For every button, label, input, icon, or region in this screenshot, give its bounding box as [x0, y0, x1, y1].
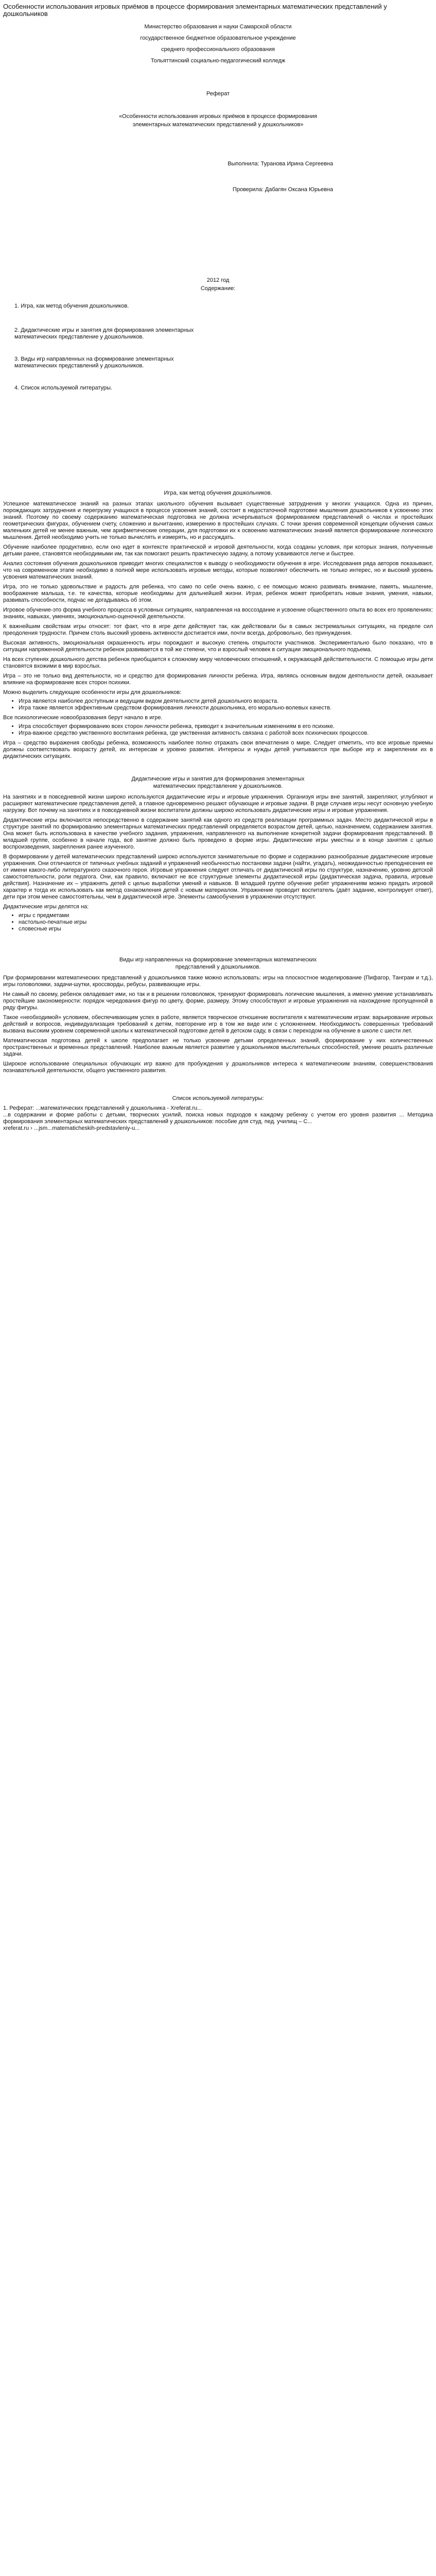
paragraph: На всех ступенях дошкольного детства ребенок приобщается к сложному миру человеческих отношений, к окружающей действительности. С помощью игры дети становятся вхожими в мир взрослых. [3, 656, 433, 669]
list-item: • Игра также является эффективным средством формирования личности дошкольника, его морально-волевых качеств. [19, 705, 436, 711]
list-item: • Игра-важное средство умственного воспитания ребенка, где умственная активность связана с работой всех психических процессов. [19, 730, 436, 737]
paragraph: Анализ состояния обучения дошкольников приводит многих специалистов к выводу о необходимости обучения в игре. Исследования ряда авторов показывают, что на современном этапе необходимо в полной мере использовать игровые методы, которые позволяют обеспечить не только интерес, но и высокий уровень усвоения математических знаний. [3, 561, 433, 580]
section-heading: Дидактические игры и занятия для формирования элементарных [131, 776, 305, 782]
paragraph: Обучение наиболее продуктивно, если оно идет в контексте практической и игровой деятельности, когда созданы условия, при которых знания, полученные детьми ранее, становятся необходимыми им, так как помогают решить практическую задачу, а потому усваиваются легче и быстрее. [3, 544, 433, 557]
references-heading: Список используемой литературы: [172, 1095, 264, 1101]
section-heading: Игра, как метод обучения дошкольников. [164, 490, 272, 496]
toc-item: 3. Виды игр направленных на формирование элементарных математических представлений у дошкольников. [14, 356, 174, 369]
paragraph: Игра, это не только удовольствие и радость для ребенка, что само по себе очень важно, с ее помощью можно развивать внимание, память, мышление, воображение малыша, т.е. те качества, которые необходимы для дальнейшей жизни. Играя, ребенок может приобретать новые знания, умения, навыки, развивать способности, подчас не догадываясь об этом. [3, 584, 433, 603]
college-line: Тольяттинский социально-педагогический колледж [150, 58, 286, 64]
paragraph: Можно выделить следующие особенности игры для дошкольников: [3, 689, 182, 696]
author-line: Выполнила: Туранова Ирина Сергеевна [228, 161, 333, 167]
paragraph: При формировании математических представлений у дошкольников также можно использовать: игры на плоскостное моделирование (Пифагор, Танграм и т.д.), игры головоломки, задачи-шутки, кроссворды, ребусы, развивающие игры. [3, 975, 433, 988]
paragraph: Высокая активность, эмоциональная окрашенность игры порождают и высокую степень открытости участников. Экспериментально было показано, что в ситуации напряженной деятельности ребенок развивается в той же степени, что и взрослый человек в ситуации эмоционального подъема. [3, 640, 433, 653]
toc-item: 2. Дидактические игры и занятия для формирования элементарных математических представление у дошкольников. [14, 327, 194, 340]
bullet-list [19, 723, 436, 737]
toc-item: 1. Игра, как метод обучения дошкольников. [14, 303, 129, 309]
ministry-line: Министерство образования и науки Самарской области [144, 24, 292, 30]
reference-link[interactable]: xreferat.ru › ...jsm...matematicheskih-predstavleniy-u... [3, 1125, 140, 1131]
paragraph: Дидактические игры включаются непосредственно в содержание занятий как одного из средств реализации программных задач. Место дидактической игры в структуре занятий по формированию элементарных математических представлений определяется возрастом детей, целью, назначением, содержанием занятия. Она может быть использована в качестве учебного задания, упражнения, направленного на выполнение конкретной задачи формирования представлений. В младшей группе, особенно в начале года, всё занятие должно быть проведено в форме игры. Дидактические игры уместны и в конце занятия с целью воспроизведения, закрепления ранее изученного. [3, 817, 433, 850]
page-title: Особенности использования игровых приёмов в процессе формирования элементарных математических представлений у дошкольников [3, 3, 387, 18]
paragraph: Такое «необходимой» условием, обеспечивающим успех в работе, является творческое отношение воспитателя к математическим играм: варьирование игровых действий и вопросов, индивидуализация требований к детям, повторение игр в том же виде или с усложнением. Необходимость совершенных требований вызвана высоким уровнем современной школы к математической подготовке детей в детском саду, в связи с переходом на обучение в школе с шести лет. [3, 1014, 433, 1034]
paragraph: Широкое использование специальных обучающих игр важно для пробуждения у дошкольников интереса к математическим знаниям, совершенствования познавательной деятельности, общего умственного развития. [3, 1061, 433, 1074]
list-item: • Игра способствует формированию всех сторон личности ребенка, приводит к значительным изменениям в его психике. [19, 723, 436, 730]
toc-item: 4. Список используемой литературы. [14, 385, 113, 391]
year-line: 2012 год [206, 277, 230, 283]
paragraph: Игра – это не только вид деятельности, но и средство для формирования личности ребенка. Игра, являясь основным видом деятельности детей, оказывает влияние на формирование всех сторон психики. [3, 673, 433, 686]
document-page [0, 0, 436, 1132]
bullet-list [19, 912, 436, 933]
bullet-list [19, 698, 436, 711]
paragraph: Дидактические игры делятся на: [3, 904, 89, 910]
section-heading: математических представление у дошкольников. [153, 783, 283, 789]
list-item: • игры с предметами [19, 912, 436, 919]
table-of-contents [3, 303, 433, 392]
section-heading: представлений у дошкольников. [175, 964, 261, 970]
level-line: среднего профессионального образования [161, 46, 275, 53]
paragraph: К важнейшим свойствам игры относят: тот факт, что в игре дети действуют так, как действовали бы в самых экстремальных ситуациях, на пределе сил преодоления трудности. Причем столь высокий уровень активности достигается ими, почти всегда, добровольно, без принуждения. [3, 623, 433, 636]
list-item: • словесные игры [19, 926, 436, 933]
toc-heading: Содержание: [200, 285, 236, 292]
checker-line: Проверила: Дабагян Оксана Юрьевна [232, 187, 333, 193]
paragraph: Математическая подготовка детей к школе предполагает не только усвоение детьми определенных знаний, формирование у них количественных пространственных и временных представлений. Наиболее важным является развитие у дошкольников мыслительных способностей, умение решать различные задачи. [3, 1038, 433, 1057]
list-item: • настольно-печатные игры [19, 919, 436, 926]
paragraph: На занятиях и в повседневной жизни широко используются дидактические игры и игровые упражнения. Организуя игры вне занятий, закрепляют, углубляют и расширяют математические представления детей, а главное одновременно решают обучающие и игровые задачи. В ряде случаев игры несут основную учебную нагрузку. Вот почему на занятиях и в повседневной жизни воспитатели должны широко использовать дидактические игры и игровые упражнения. [3, 794, 433, 814]
list-item: • Игра является наиболее доступным и ведущим видом деятельности детей дошкольного возраста. [19, 698, 436, 705]
section-heading: Виды игр направленных на формирование элементарных математических [119, 957, 317, 963]
paragraph: Игра – средство выражения свободы ребенка, возможность наиболее полно отражать свои впечатления о мире. Следует отметить, что все игровые приемы должны соответствовать возрасту детей, их интересам и уровню развития. Интересы и нужды детей учитываются при выборе игр и закреплении их в дидактических ситуациях. [3, 740, 433, 759]
essay-title-line-2: элементарных математических представлений у дошкольников» [132, 122, 304, 128]
paragraph: В формировании у детей математических представлений широко используются занимательные по форме и содержанию разнообразные дидактические игровые упражнения. Они отличаются от типичных учебных заданий и упражнений необычностью постановки задачи (найти, угадать), неожиданностью преподнесения ее от имени какого-либо литературного сказочного героя. Игровые упражнения следует отличать от дидактической игры по структуре, назначению, уровню детской самостоятельности, роли педагога. Они, как правило, включают не все структурные элементы дидактической игры (дидактическая задача, правила, игровые действия). Назначение их – упражнять детей с целью выработки умений и навыков. В младшей группе обучение ребят упражнениям можно придать игровой характер и тогда их использовать как метод ознакомления детей с новым материалом. Упражнение проводит воспитатель (даёт задание, контролирует ответ), дети при этом менее самостоятельны, чем в дидактической игре. Элементы самообучения в упражнении отсутствуют. [3, 854, 433, 900]
paragraph: Ни самый по своему, ребенок овладевает ими, но так и в решении головоломок, тренируют формировать логические мышления, а именно умение устанавливать простейшие закономерности: порядок чередования фигур по цвету, форме, размеру. Этому способствуют и игровые упражнения на нахождение пропущенной в ряду фигуры. [3, 991, 433, 1011]
doc-type: Реферат [206, 91, 230, 97]
essay-title-line-1: «Особенности использования игровых приёмов в процессе формирования [119, 113, 317, 120]
reference-item: 1. Реферат: ...математических представлений у дошкольника - Xreferat.ru... [3, 1105, 202, 1111]
reference-item: ...в содержании и форме работы с детьми, творческих усилий, поиска новых подходов к каждому ребенку с учетом его уровня развития ... Методика формирования элементарных математических представлений у дошкольников: пособие для студ. пед. училищ – С... [3, 1112, 433, 1125]
institution-line: государственное бюджетное образовательное учреждение [140, 35, 296, 41]
paragraph: Успешное математическое знаний на разных этапах школьного обучения вызывает существенные затруднения у многих учащихся. Одна из причин, порождающих затруднения и перегрузку учащихся в процессе усвоения знаний, состоит в недостаточной подготовке мышления дошкольников к усвоению этих знаний. Поэтому по своему содержанию математическая подготовка не должна исчерпываться формированием представлений о числах и простейших геометрических фигурах, обучением счету, сложению и вычитанию, измерению в простейших случаях. С точки зрения современной концепции обучения самых маленьких детей не менее важным, чем арифметические операции, для подготовки их к освоению математических знаний является формирование логического мышления. Детей необходимо учить не только вычислять и измерять, но и рассуждать. [3, 501, 433, 540]
paragraph: Игровое обучение-это форма учебного процесса в условных ситуациях, направленная на воссоздание и усвоение общественного опыта во всех его проявлениях: знаниях, навыках, умениях, эмоционально-оценочной деятельности. [3, 607, 433, 620]
paragraph: Все психологические новообразования берут начало в игре. [3, 715, 163, 721]
